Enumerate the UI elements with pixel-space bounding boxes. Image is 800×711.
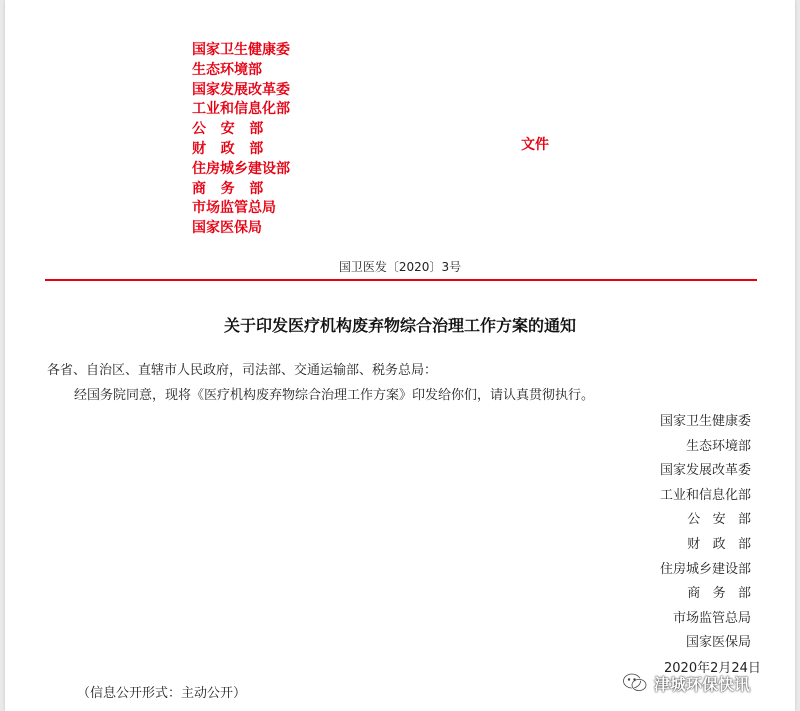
signer-item: 国家发展改革委: [659, 463, 751, 479]
addressee: 各省、自治区、直辖市人民政府，司法部、交通运输部、税务总局：: [47, 363, 438, 378]
signer-item: 市场监管总局: [672, 610, 751, 626]
issuer-item: 国家发展改革委: [192, 81, 290, 98]
signer-item: 生态环境部: [685, 438, 751, 454]
issue-date: 2020年2月24日: [664, 661, 761, 676]
wechat-icon: [622, 672, 648, 694]
issuer-item: 工业和信息化部: [192, 101, 290, 118]
issuer-item: 住房城乡建设部: [192, 160, 290, 177]
issuer-item: 国家卫生健康委: [192, 42, 290, 58]
signer-item: 商 务 部: [687, 586, 751, 602]
watermark: [622, 668, 794, 698]
body-paragraph: 经国务院同意，现将《医疗机构废弃物综合治理工作方案》印发给你们，请认真贯彻执行。: [74, 388, 595, 403]
issuer-item: 市场监管总局: [192, 200, 276, 217]
disclosure-note: （信息公开形式：主动公开）: [77, 686, 247, 701]
document-label: 文件: [521, 137, 549, 153]
issuer-item: 财 政 部: [192, 140, 264, 157]
issuer-item: 商 务 部: [192, 180, 264, 197]
signer-item: 国家卫生健康委: [659, 414, 751, 429]
signer-item: 工业和信息化部: [659, 487, 751, 503]
document-title: 关于印发医疗机构废弃物综合治理工作方案的通知: [223, 316, 576, 335]
red-divider: [45, 279, 757, 281]
document-page: [5, 0, 795, 711]
document-number: 国卫医发〔2020〕3号: [338, 260, 462, 274]
issuer-list: [192, 41, 290, 239]
signer-item: 住房城乡建设部: [659, 561, 751, 577]
watermark-text: 津城环保快讯: [654, 674, 751, 694]
signer-item: 国家医保局: [685, 635, 751, 651]
issuer-item: 生态环境部: [192, 61, 262, 78]
signer-item: 财 政 部: [687, 536, 751, 552]
issuer-item: 国家医保局: [192, 220, 262, 237]
issuer-item: 公 安 部: [192, 121, 264, 138]
signer-item: 公 安 部: [687, 512, 751, 528]
signer-list: [660, 410, 751, 656]
